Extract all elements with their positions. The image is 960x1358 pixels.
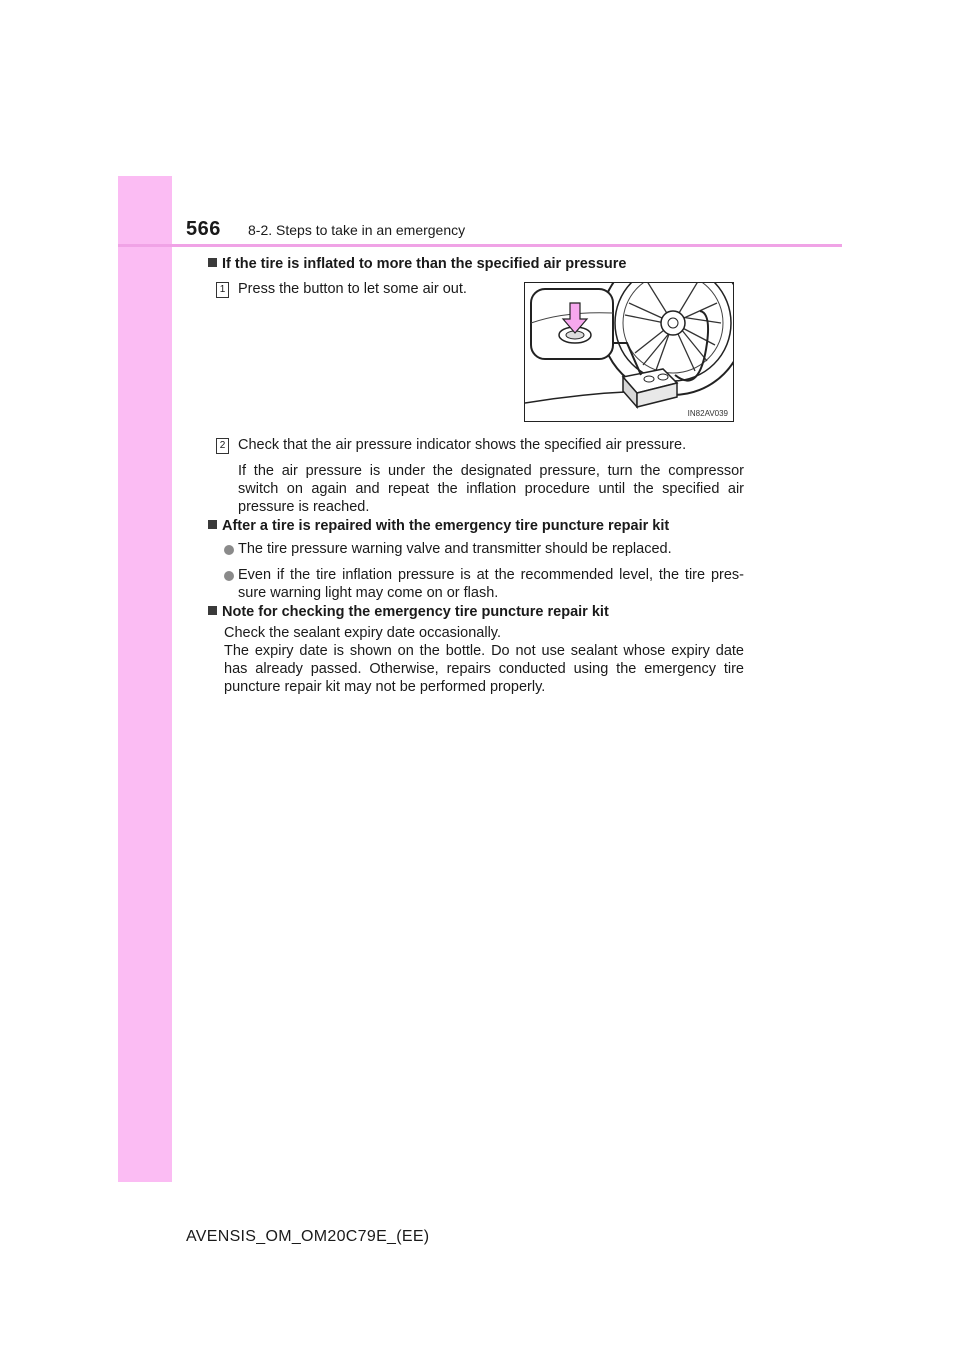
compressor-drawing [525,283,733,421]
heading-text: If the tire is inflated to more than the specified air pressure [222,256,627,272]
heading-checking-kit [208,604,609,620]
step-number-1: 1 [216,282,229,298]
step2-text: Check that the air pressure indicator shows the specified air pressure. [238,437,687,453]
bullet2-line: sure warning light may come on or flash. [238,585,499,601]
header-rule [118,244,842,247]
heading-text: Note for checking the emergency tire puncture repair kit [222,604,609,620]
circle-bullet-icon [224,545,234,555]
checking-kit-text [224,624,744,696]
heading-text: After a tire is repaired with the emergency tire puncture repair kit [222,518,670,534]
step2-note [238,462,744,516]
square-bullet-icon [208,258,217,267]
kit-line: Check the sealant expiry date occasionally. [224,625,501,641]
square-bullet-icon [208,606,217,615]
compressor-illustration [524,282,734,422]
document-code: AVENSIS_OM_OM20C79E_(EE) [186,1228,430,1245]
heading-overinflated [208,256,627,272]
bullet2-line: Even if the tire inflation pressure is at the recommended level, the tire pres- [238,567,744,583]
note-line: switch on again and repeat the inflation procedure until the specified air [238,481,744,497]
note-line: pressure is reached. [238,499,370,515]
kit-line: has already passed. Otherwise, repairs conducted using the emergency tire [224,661,744,677]
page-number: 566 [186,218,221,240]
square-bullet-icon [208,520,217,529]
sidebar-tab [118,176,172,1182]
kit-line: The expiry date is shown on the bottle. Do not use sealant whose expiry date [224,643,744,659]
heading-after-repair [208,518,669,534]
section-title: 8-2. Steps to take in an emergency [248,222,466,238]
bullet2-text [238,566,744,602]
note-line: If the air pressure is under the designated pressure, turn the compressor [238,463,744,479]
kit-line: puncture repair kit may not be performed properly. [224,679,546,695]
step-number-2: 2 [216,438,229,454]
step1-text: Press the button to let some air out. [238,281,467,297]
bullet1-text: The tire pressure warning valve and transmitter should be replaced. [238,541,672,557]
circle-bullet-icon [224,571,234,581]
figure-code: IN82AV039 [687,409,728,418]
